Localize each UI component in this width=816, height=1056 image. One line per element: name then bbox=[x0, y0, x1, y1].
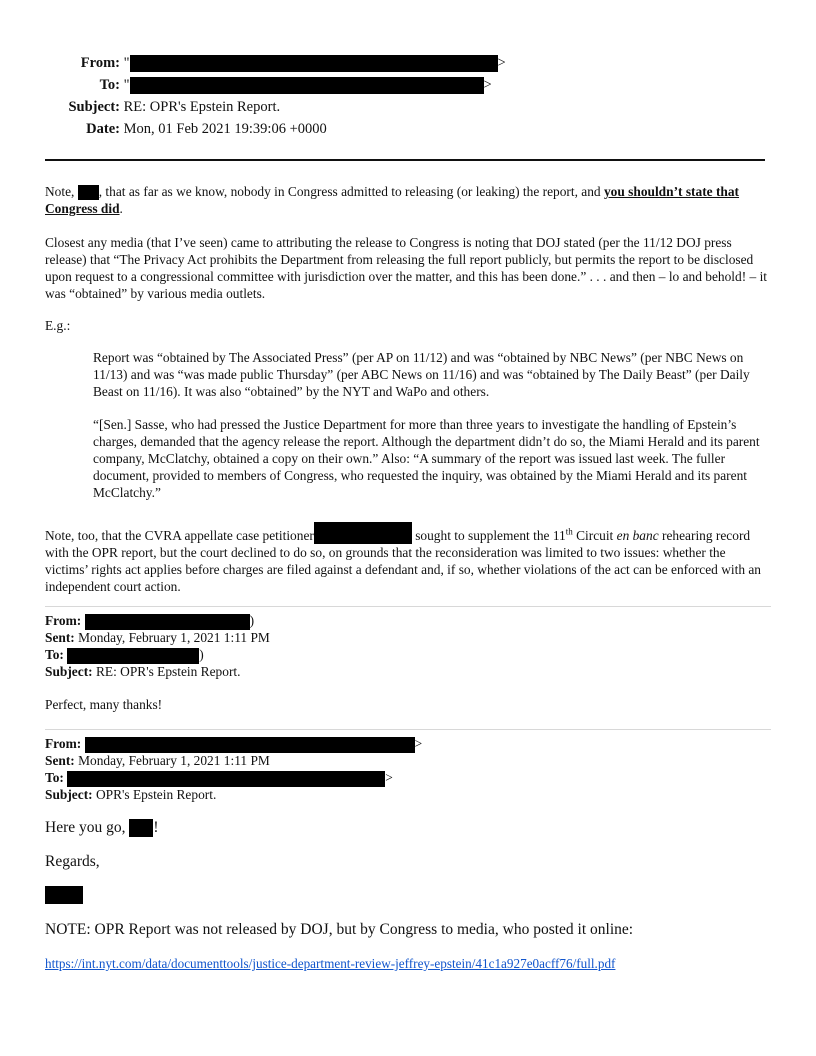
msg2-from-label: From: bbox=[45, 613, 82, 628]
italic-text: en banc bbox=[616, 528, 659, 543]
msg3-regards: Regards, bbox=[45, 853, 100, 870]
header-to-label: To: bbox=[99, 77, 120, 93]
header-from-label: From: bbox=[80, 55, 120, 71]
header-divider bbox=[45, 159, 765, 161]
header-from-close: > bbox=[497, 55, 506, 71]
superscript-text: th bbox=[565, 526, 573, 537]
msg2-subject-label: Subject: bbox=[45, 664, 93, 679]
msg3-from-close: > bbox=[414, 736, 423, 751]
msg3-to-row bbox=[45, 769, 393, 787]
msg2-subject-value: RE: OPR's Epstein Report. bbox=[95, 664, 241, 679]
body-text: ! bbox=[153, 819, 159, 836]
message-divider bbox=[45, 729, 771, 730]
msg3-subject-value: OPR's Epstein Report. bbox=[95, 787, 217, 802]
body-paragraph-cvra bbox=[45, 522, 770, 595]
header-subject-value: RE: OPR's Epstein Report. bbox=[123, 99, 281, 115]
header-from-open-quote: " bbox=[123, 55, 130, 71]
header-to-open-quote: " bbox=[123, 77, 130, 93]
msg2-to-label: To: bbox=[45, 647, 64, 662]
msg3-to-label: To: bbox=[45, 770, 64, 785]
body-text: sought to supplement the 11 bbox=[411, 528, 566, 543]
header-date-row bbox=[60, 118, 327, 140]
redaction-box bbox=[130, 55, 498, 72]
msg3-subject-row bbox=[45, 786, 216, 803]
body-text: Here you go, bbox=[45, 819, 130, 836]
message-divider bbox=[45, 606, 771, 607]
msg2-sent-value: Monday, February 1, 2021 1:11 PM bbox=[78, 630, 270, 645]
header-to-row bbox=[60, 74, 492, 96]
redaction-box bbox=[129, 819, 153, 837]
msg2-sent-row bbox=[45, 629, 270, 646]
msg2-from-close: ) bbox=[249, 613, 255, 628]
msg3-sent-row bbox=[45, 752, 270, 769]
redaction-box bbox=[314, 522, 412, 544]
header-from-row bbox=[60, 52, 506, 74]
msg3-from-label: From: bbox=[45, 736, 82, 751]
body-text: Note, bbox=[45, 184, 78, 199]
header-date-label: Date: bbox=[86, 121, 120, 137]
msg3-greeting bbox=[45, 818, 159, 838]
msg2-to-row bbox=[45, 646, 204, 664]
redaction-box bbox=[78, 185, 99, 200]
header-subject-label: Subject: bbox=[68, 99, 120, 115]
header-subject-row bbox=[60, 96, 280, 118]
body-text: , that as far as we know, nobody in Congress admitted to releasing (or leaking) the report, and bbox=[98, 184, 604, 199]
msg3-to-close: > bbox=[385, 770, 393, 785]
msg3-sent-value: Monday, February 1, 2021 1:11 PM bbox=[78, 753, 270, 768]
header-to-close: > bbox=[483, 77, 492, 93]
body-text: . bbox=[119, 201, 123, 217]
body-text: rehearing record with the OPR report, but the court declined to do so, on grounds that the reconsideration was limited to two issues: whether the victims’ rights act applies before charges are filed against a defendant and, if so, whether violations of the act can be enforced with an independent court action. bbox=[45, 528, 761, 594]
body-paragraph-closest: Closest any media (that I’ve seen) came to attributing the release to Congress is noting that DOJ stated (per the 11/12 DOJ press release) that “The Privacy Act prohibits the Department from releasing the full report publicly, but permits the report to be disclosed upon request to a congressional committee with jurisdiction over the matter, and this has been done.” . . . and then – lo and behold! – it was “obtained” by various media outlets. bbox=[45, 235, 768, 301]
header-date-value: Mon, 01 Feb 2021 19:39:06 +0000 bbox=[123, 121, 327, 137]
msg3-note: NOTE: OPR Report was not released by DOJ, but by Congress to media, who posted it online: bbox=[45, 921, 634, 938]
redaction-box bbox=[85, 737, 415, 753]
msg2-subject-row bbox=[45, 663, 240, 680]
msg2-body: Perfect, many thanks! bbox=[45, 697, 163, 712]
msg2-sent-label: Sent: bbox=[45, 630, 75, 645]
redaction-box bbox=[67, 771, 385, 787]
redaction-box bbox=[85, 614, 250, 630]
quote-paragraph-obtained: Report was “obtained by The Associated Press” (per AP on 11/12) and was “obtained by NBC News” (per NBC News on 11/13) and was “was made public Thursday” (per ABC News on 11/16) and was “obtained by The Daily Beast” (per Daily Beast on 11/16). It was also “obtained” by the NYT and WaPo and others. bbox=[93, 350, 750, 399]
redaction-box bbox=[67, 648, 199, 664]
msg3-subject-label: Subject: bbox=[45, 787, 93, 802]
emphasis-text: you shouldn’t state that Congress did bbox=[45, 184, 740, 217]
body-text: Circuit bbox=[572, 528, 617, 543]
body-paragraph-eg: E.g.: bbox=[45, 318, 71, 333]
body-text: Note, too, that the CVRA appellate case petitioner bbox=[45, 528, 314, 543]
msg3-from-row bbox=[45, 735, 422, 753]
msg3-sent-label: Sent: bbox=[45, 753, 75, 768]
msg2-from-row bbox=[45, 612, 254, 630]
msg2-to-close: ) bbox=[199, 647, 204, 662]
report-link[interactable]: https://int.nyt.com/data/documenttools/justice-department-review-jeffrey-epstein/41c1a927e0acff76/full.pdf bbox=[45, 956, 616, 971]
redaction-box bbox=[45, 886, 83, 904]
quote-paragraph-sasse: “[Sen.] Sasse, who had pressed the Justice Department for more than three years to investigate the handling of Epstein’s charges, demanded that the agency release the report. Although the department didn’t do so, the Miami Herald and its parent company, McClatchy, obtained a copy on their own.” Also: “A summary of the report was issued last week. The fuller document, provided to members of Congress, who requested the inquiry, was obtained by the Miami Herald and its parent McClatchy.” bbox=[93, 417, 760, 500]
body-paragraph-note bbox=[45, 183, 770, 217]
redaction-box bbox=[130, 77, 484, 94]
